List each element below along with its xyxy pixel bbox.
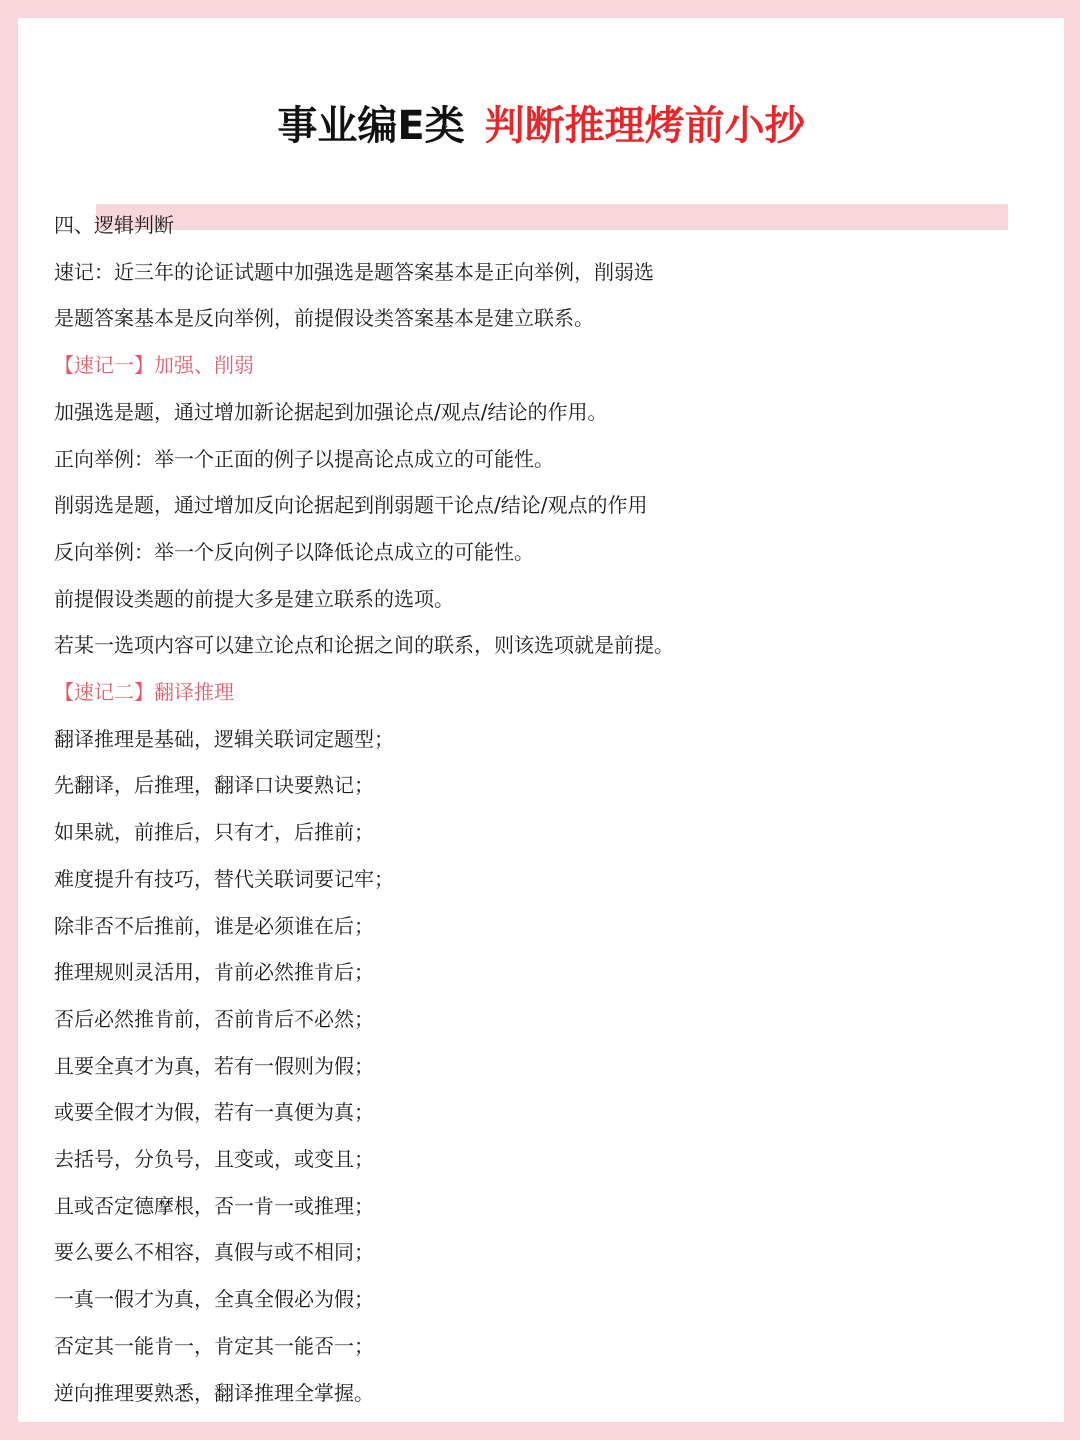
text-line: 逆向推理要熟悉，翻译推理全掌握。 [54, 1380, 374, 1405]
text-line: 去括号，分负号，且变或，或变且； [54, 1147, 374, 1172]
text-line: 翻译推理是基础，逻辑关联词定题型； [54, 726, 394, 751]
text-line: 先翻译，后推理，翻译口诀要熟记； [54, 773, 374, 798]
text-line: 且或否定德摩根，否一肯一或推理； [54, 1193, 374, 1218]
text-line: 一真一假才为真，全真全假必为假； [54, 1287, 374, 1312]
text-line: 速记：近三年的论证试题中加强选是题答案基本是正向举例，削弱选 [54, 259, 654, 284]
notes-body [54, 202, 1064, 1416]
text-line: 正向举例：举一个正面的例子以提高论点成立的可能性。 [54, 446, 554, 471]
title-block [18, 76, 1064, 176]
text-line: 否后必然推肯前，否前肯后不必然； [54, 1006, 374, 1031]
text-line: 除非否不后推前，谁是必须谁在后； [54, 913, 374, 938]
text-line: 且要全真才为真，若有一假则为假； [54, 1053, 374, 1078]
text-line: 如果就，前推后，只有才，后推前； [54, 820, 374, 845]
text-line: 反向举例：举一个反向例子以降低论点成立的可能性。 [54, 539, 534, 564]
text-line: 四、逻辑判断 [54, 213, 174, 237]
text-line: 若某一选项内容可以建立论点和论据之间的联系，则该选项就是前提。 [54, 633, 674, 658]
text-line: 削弱选是题，通过增加反向论据起到削弱题干论点/结论/观点的作用 [54, 493, 648, 518]
text-line: 推理规则灵活用，肯前必然推肯后； [54, 960, 374, 985]
text-line: 要么要么不相容，真假与或不相同； [54, 1240, 374, 1265]
text-line: 难度提升有技巧，替代关联词要记牢； [54, 866, 394, 891]
text-line: 是题答案基本是反向举例，前提假设类答案基本是建立联系。 [54, 306, 594, 331]
text-line: 否定其一能肯一，肯定其一能否一； [54, 1333, 374, 1358]
title-topic: 判断推理烤前小抄 [484, 103, 805, 149]
title-category: 事业编E类 [277, 103, 465, 149]
text-line: 加强选是题，通过增加新论据起到加强论点/观点/结论的作用。 [54, 399, 608, 424]
page-title [18, 76, 1064, 176]
text-line: 前提假设类题的前提大多是建立联系的选项。 [54, 586, 454, 611]
note-card [18, 18, 1064, 1422]
section-heading: 【速记一】加强、削弱 [54, 353, 254, 378]
section-heading: 【速记二】翻译推理 [54, 680, 234, 705]
text-line: 或要全假才为假，若有一真便为真； [54, 1100, 374, 1125]
